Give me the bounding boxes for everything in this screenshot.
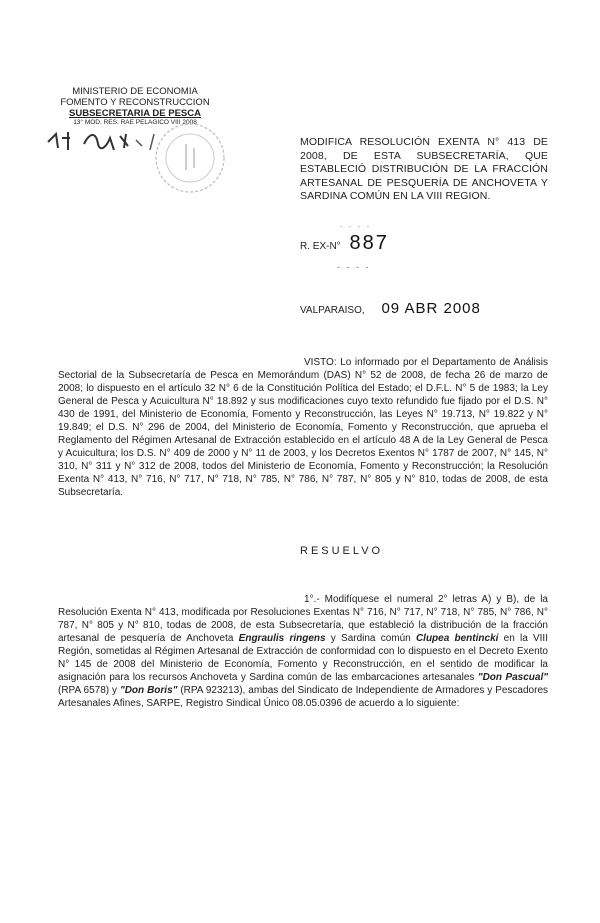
- vessel-name: "Don Boris": [119, 685, 178, 696]
- visto-text: Lo informado por el Departamento de Análisis Sectorial de la Subsecretaría de Pesca en Memorándum (DAS) N° 52 de 2008, de fecha 26 de marzo de 2008; lo dispuesto en el artículo 32 N° 6 de la Constitución Política del Estado; el D.F.L. N° 5 de 1983; la Ley General de Pesca y Acuicultura N° 18.892 y sus modificaciones cuyo texto refundido fue fijado por el D.S. N° 430 de 1991, del Ministerio de Economía, Fomento y Reconstrucción, las Leyes N° 19.713, N° 19.822 y N° 19.849; el D.S. N° 296 de 2004, del Ministerio de Economía, Fomento y Reconstrucción, que aprueba el Reglamento del Régimen Artesanal de Extracción establecido en el artículo 48 A de la Ley General de Pesca y Acuicultura; los D.S. N° 409 de 2000 y N° 11 de 2003, y los Decretos Exentos N° 1787 de 2007, N° 145, N° 310, N° 311 y N° 312 de 2008, todos del Ministerio de Economía, Fomento y Reconstrucción; la Resolución Exenta N° 413, N° 716, N° 717, N° 718, N° 785, N° 786, N° 787, N° 805 y N° 810, todas de 2008, de esta Subsecretaría.: [58, 357, 548, 498]
- document-title: MODIFICA RESOLUCIÓN EXENTA N° 413 DE 2008, DE ESTA SUBSECRETARÍA, QUE ESTABLECIÓ DISTRIBUCIÓN DE LA FRACCIÓN ARTESANAL DE PESQUERÍA DE ANCHOVETA Y SARDINA COMÚN EN LA VIII REGION.: [300, 136, 548, 202]
- species-name: Clupea bentincki: [415, 633, 499, 644]
- resuelvo-heading: RESUELVO: [300, 545, 384, 557]
- article-text: (RPA 923213), ambas del Sindicato de Independiente de Armadores y Pescadores Artesanales Afines, SARPE, Registro Sindical Único 08.05.0396 de acuerdo a lo siguiente:: [58, 685, 548, 709]
- ministry-subline: FOMENTO Y RECONSTRUCCION: [60, 97, 210, 108]
- article-1-paragraph: [58, 593, 548, 710]
- subsecretaria-line: SUBSECRETARIA DE PESCA: [69, 108, 201, 119]
- place-date-line: [300, 300, 481, 317]
- article-text: 1°.- Modifíquese el numeral 2° letras A) y B), de la Resolución Exenta N° 413, modificada por Resoluciones Exentas N° 716, N° 717, N° 718, N° 785, N° 786, N° 787, N° 805 y N° 810, todas de 2008, de esta Subsecretaría, que estableció la distribución de la fracción artesanal de pesquería de Anchoveta: [58, 594, 548, 644]
- resolution-number-line: [300, 232, 389, 255]
- official-seal: [150, 118, 230, 198]
- decorative-dashes: - - - -: [340, 222, 372, 231]
- resolution-label: R. EX-N°: [300, 241, 341, 252]
- visto-paragraph: [58, 356, 548, 499]
- article-text: y Sardina común: [325, 633, 416, 644]
- article-text: (RPA 6578) y: [58, 685, 120, 696]
- decorative-dashes: - - - -: [337, 262, 371, 272]
- stamped-date: 09 ABR 2008: [381, 300, 481, 317]
- visto-lead: VISTO:: [304, 357, 337, 368]
- ministry-line: MINISTERIO DE ECONOMIA: [72, 86, 198, 97]
- article-text: en la VIII Región, sometidas al Régimen Artesanal de Extracción de conformidad con lo dispuesto en el Decreto Exento N° 145 de 2008 del Ministerio de Economía, Fomento y Reconstrucción, en el sentido de modificar la asignación para los recursos Anchoveta y Sardina común de las embarcaciones artesanales: [58, 633, 548, 683]
- reference-code: 13° MOD. RES. RAE PELAGICO VIII 2008: [73, 119, 197, 126]
- vessel-name: "Don Pascual": [477, 672, 548, 683]
- resolution-number: 887: [349, 232, 389, 254]
- species-name: Engraulis ringens: [238, 633, 326, 644]
- place-name: VALPARAISO,: [300, 305, 365, 316]
